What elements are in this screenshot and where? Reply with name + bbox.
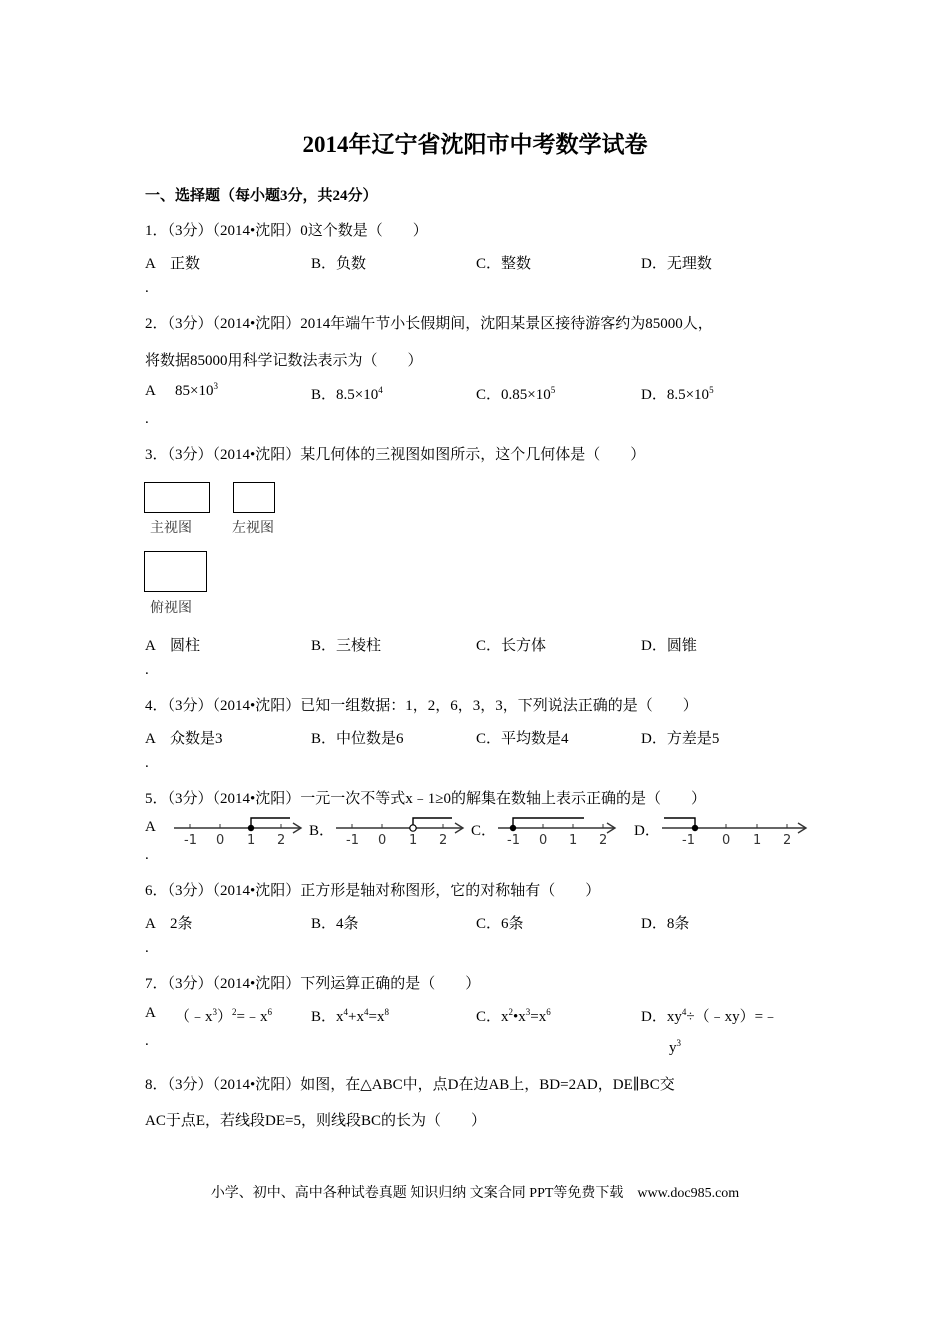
question-3-stem: 3．（3分）（2014•沈阳）某几何体的三视图如图所示，这个几何体是（ ） bbox=[145, 447, 646, 463]
q4-option-a: A 众数是3 bbox=[145, 731, 223, 747]
question-8-stem-line1: 8．（3分）（2014•沈阳）如图，在△ABC中，点D在边AB上，BD=2AD，DE∥BC交 bbox=[145, 1077, 675, 1093]
number-line-c bbox=[496, 812, 621, 848]
q2-option-d: D．$8.5\times 10^5$ bbox=[641, 385, 714, 403]
tick-label: -1 bbox=[507, 833, 520, 848]
q2-option-a-label: A bbox=[145, 383, 156, 399]
tick-label: 2 bbox=[599, 833, 608, 848]
q1-option-c: C．整数 bbox=[476, 256, 532, 272]
left-view-caption: 左视图 bbox=[232, 520, 274, 536]
tick-label: 2 bbox=[277, 833, 286, 848]
q5-option-d-label: D． bbox=[634, 823, 660, 839]
top-view-caption: 俯视图 bbox=[150, 600, 192, 616]
q3-option-b: B．三棱柱 bbox=[311, 638, 382, 654]
q7-option-a: $(﹣x^3)^2=﹣x^6$ bbox=[175, 1007, 272, 1025]
tick-label: 1 bbox=[247, 833, 256, 848]
wrap-dot: . bbox=[145, 411, 149, 427]
q4-option-d: D．方差是5 bbox=[641, 731, 720, 747]
wrap-dot: . bbox=[145, 755, 149, 771]
q7-option-d: D．$xy^4\div(﹣xy)=﹣$ bbox=[641, 1007, 779, 1025]
q5-option-a-label: A bbox=[145, 819, 156, 835]
q6-option-b: B．4条 bbox=[311, 916, 359, 932]
q3-option-d: D．圆锥 bbox=[641, 638, 697, 654]
number-line-a bbox=[172, 812, 307, 848]
q7-option-d-wrap: $y^3$ bbox=[669, 1038, 681, 1056]
tick-label: -1 bbox=[184, 833, 197, 848]
page-footer: 小学、初中、高中各种试卷真题 知识归纳 文案合同 PPT等免费下载 www.doc985.com bbox=[210, 1186, 740, 1201]
q7-option-a-label: A bbox=[145, 1005, 156, 1021]
q6-option-a: A 2条 bbox=[145, 916, 193, 932]
wrap-dot: . bbox=[145, 847, 149, 863]
tick-label: 1 bbox=[753, 833, 762, 848]
tick-label: 0 bbox=[722, 833, 731, 848]
q5-option-c-label: C． bbox=[471, 823, 497, 839]
q1-option-d: D．无理数 bbox=[641, 256, 712, 272]
top-view-rect bbox=[144, 551, 207, 592]
tick-label: 0 bbox=[378, 833, 387, 848]
q2-option-b: B．$8.5\times 10^4$ bbox=[311, 385, 383, 403]
question-2-stem-line1: 2．（3分）（2014•沈阳）2014年端午节小长假期间，沈阳某景区接待游客约为85000人， bbox=[145, 316, 713, 332]
number-line-d bbox=[660, 812, 810, 848]
q4-option-b: B．中位数是6 bbox=[311, 731, 404, 747]
tick-label: 0 bbox=[216, 833, 225, 848]
tick-label: 2 bbox=[783, 833, 792, 848]
question-1-stem: 1．（3分）（2014•沈阳）0这个数是（ ） bbox=[145, 223, 428, 239]
q2-option-c: C．$0.85\times 10^5$ bbox=[476, 385, 556, 403]
q3-option-c: C．长方体 bbox=[476, 638, 547, 654]
question-5-stem: 5．（3分）（2014•沈阳）一元一次不等式x﹣1≥0的解集在数轴上表示正确的是（ ） bbox=[145, 791, 706, 807]
q2-option-a: $85\times 10^3$ bbox=[175, 381, 218, 399]
tick-label: -1 bbox=[682, 833, 695, 848]
tick-label: 1 bbox=[409, 833, 418, 848]
wrap-dot: . bbox=[145, 662, 149, 678]
number-line-b bbox=[334, 812, 469, 848]
q3-option-a: A 圆柱 bbox=[145, 638, 201, 654]
q4-option-c: C．平均数是4 bbox=[476, 731, 569, 747]
q1-option-a: A 正数 bbox=[145, 256, 201, 272]
q6-option-c: C．6条 bbox=[476, 916, 524, 932]
tick-label: 2 bbox=[439, 833, 448, 848]
q5-option-b-label: B． bbox=[309, 823, 335, 839]
section-heading: 一、选择题（每小题3分，共24分） bbox=[145, 188, 378, 204]
wrap-dot: . bbox=[145, 1033, 149, 1049]
tick-label: -1 bbox=[346, 833, 359, 848]
wrap-dot: . bbox=[145, 280, 149, 296]
tick-label: 1 bbox=[569, 833, 578, 848]
q7-option-b: B．$x^4+x^4=x^8$ bbox=[311, 1007, 389, 1025]
question-6-stem: 6．（3分）（2014•沈阳）正方形是轴对称图形，它的对称轴有（ ） bbox=[145, 883, 601, 899]
q6-option-d: D．8条 bbox=[641, 916, 690, 932]
page-title: 2014年辽宁省沈阳市中考数学试卷 bbox=[302, 132, 648, 157]
wrap-dot: . bbox=[145, 940, 149, 956]
question-4-stem: 4．（3分）（2014•沈阳）已知一组数据：1，2，6，3，3，下列说法正确的是（ ） bbox=[145, 698, 698, 714]
q7-option-c: C．$x^2•x^3=x^6$ bbox=[476, 1007, 551, 1025]
question-7-stem: 7．（3分）（2014•沈阳）下列运算正确的是（ ） bbox=[145, 976, 481, 992]
left-view-rect bbox=[233, 482, 275, 513]
front-view-rect bbox=[144, 482, 210, 513]
question-2-stem-line2: 将数据85000用科学记数法表示为（ ） bbox=[145, 353, 423, 369]
question-8-stem-line2: AC于点E，若线段DE=5，则线段BC的长为（ ） bbox=[145, 1113, 486, 1129]
tick-label: 0 bbox=[539, 833, 548, 848]
q1-option-b: B．负数 bbox=[311, 256, 367, 272]
front-view-caption: 主视图 bbox=[150, 520, 192, 536]
